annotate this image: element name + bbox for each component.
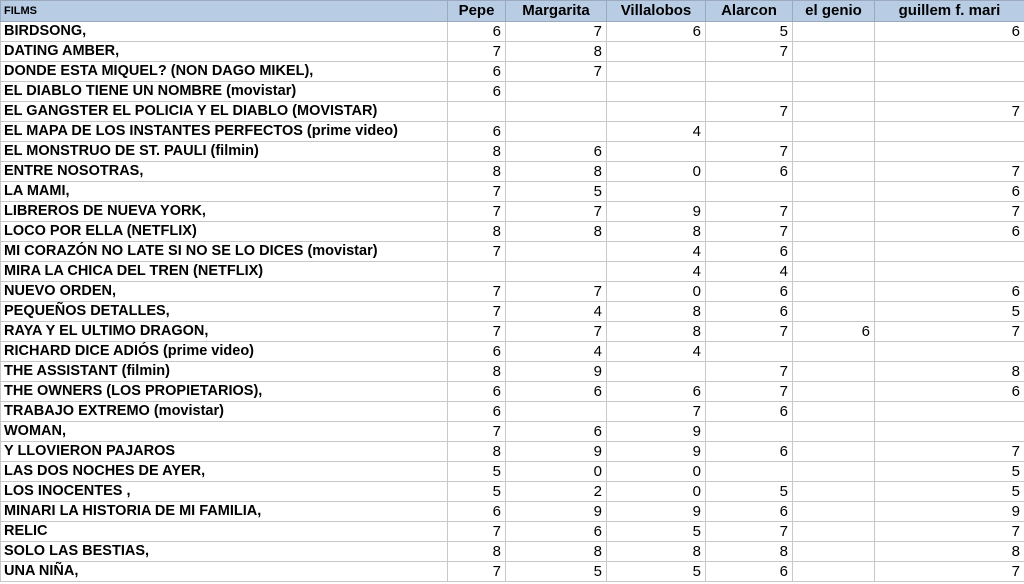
score-margarita-cell[interactable]: 7 bbox=[506, 282, 607, 302]
table-row bbox=[1, 62, 1024, 82]
score-villalobos-cell[interactable]: 7 bbox=[607, 402, 706, 422]
table-row bbox=[1, 562, 1024, 582]
score-villalobos-cell[interactable]: 4 bbox=[607, 242, 706, 262]
score-guillem-cell[interactable] bbox=[875, 422, 1024, 442]
score-guillem-cell[interactable]: 7 bbox=[875, 102, 1024, 122]
score-margarita-cell[interactable] bbox=[506, 242, 607, 262]
score-guillem-cell[interactable] bbox=[875, 342, 1024, 362]
score-margarita-cell[interactable]: 9 bbox=[506, 502, 607, 522]
score-margarita-cell[interactable]: 8 bbox=[506, 542, 607, 562]
score-margarita-cell[interactable]: 7 bbox=[506, 22, 607, 42]
score-guillem-cell[interactable] bbox=[875, 42, 1024, 62]
film-title-cell[interactable]: PEQUEÑOS DETALLES, bbox=[1, 302, 448, 322]
score-guillem-cell[interactable]: 5 bbox=[875, 462, 1024, 482]
table-row bbox=[1, 322, 1024, 342]
score-villalobos-cell[interactable] bbox=[607, 362, 706, 382]
score-el-genio-cell[interactable] bbox=[793, 442, 875, 462]
column-header-alarcon[interactable]: Alarcon bbox=[706, 1, 793, 22]
score-alarcon-cell[interactable] bbox=[706, 462, 793, 482]
table-row bbox=[1, 102, 1024, 122]
score-alarcon-cell[interactable]: 6 bbox=[706, 242, 793, 262]
score-margarita-cell[interactable]: 9 bbox=[506, 362, 607, 382]
film-title-cell[interactable]: ENTRE NOSOTRAS, bbox=[1, 162, 448, 182]
score-guillem-cell[interactable]: 6 bbox=[875, 282, 1024, 302]
score-el-genio-cell[interactable] bbox=[793, 422, 875, 442]
film-title-cell[interactable]: RELIC bbox=[1, 522, 448, 542]
score-pepe-cell[interactable]: 7 bbox=[448, 42, 506, 62]
score-el-genio-cell[interactable] bbox=[793, 362, 875, 382]
score-pepe-cell[interactable]: 7 bbox=[448, 242, 506, 262]
table-row bbox=[1, 382, 1024, 402]
table-row bbox=[1, 202, 1024, 222]
table-row bbox=[1, 42, 1024, 62]
table-row bbox=[1, 22, 1024, 42]
score-guillem-cell[interactable]: 7 bbox=[875, 442, 1024, 462]
table-row bbox=[1, 142, 1024, 162]
score-guillem-cell[interactable]: 5 bbox=[875, 302, 1024, 322]
score-guillem-cell[interactable]: 7 bbox=[875, 322, 1024, 342]
column-header-villalobos[interactable]: Villalobos bbox=[607, 1, 706, 22]
film-title-cell[interactable]: UNA NIÑA, bbox=[1, 562, 448, 582]
score-el-genio-cell[interactable] bbox=[793, 502, 875, 522]
score-guillem-cell[interactable]: 8 bbox=[875, 542, 1024, 562]
score-pepe-cell[interactable]: 6 bbox=[448, 342, 506, 362]
score-guillem-cell[interactable]: 6 bbox=[875, 382, 1024, 402]
score-villalobos-cell[interactable] bbox=[607, 82, 706, 102]
score-villalobos-cell[interactable]: 8 bbox=[607, 322, 706, 342]
score-villalobos-cell[interactable] bbox=[607, 182, 706, 202]
table-body bbox=[1, 22, 1024, 582]
score-el-genio-cell[interactable] bbox=[793, 202, 875, 222]
score-el-genio-cell[interactable] bbox=[793, 562, 875, 582]
table-row bbox=[1, 262, 1024, 282]
score-alarcon-cell[interactable]: 6 bbox=[706, 162, 793, 182]
score-guillem-cell[interactable] bbox=[875, 142, 1024, 162]
table-row bbox=[1, 222, 1024, 242]
score-el-genio-cell[interactable] bbox=[793, 522, 875, 542]
score-margarita-cell[interactable]: 5 bbox=[506, 182, 607, 202]
score-villalobos-cell[interactable]: 0 bbox=[607, 162, 706, 182]
score-villalobos-cell[interactable]: 0 bbox=[607, 462, 706, 482]
score-alarcon-cell[interactable]: 7 bbox=[706, 522, 793, 542]
score-alarcon-cell[interactable]: 6 bbox=[706, 402, 793, 422]
column-header-margarita[interactable]: Margarita bbox=[506, 1, 607, 22]
score-villalobos-cell[interactable]: 4 bbox=[607, 122, 706, 142]
score-villalobos-cell[interactable] bbox=[607, 42, 706, 62]
score-pepe-cell[interactable] bbox=[448, 102, 506, 122]
table-row bbox=[1, 482, 1024, 502]
table-row bbox=[1, 542, 1024, 562]
score-margarita-cell[interactable]: 8 bbox=[506, 162, 607, 182]
score-margarita-cell[interactable]: 7 bbox=[506, 62, 607, 82]
score-guillem-cell[interactable] bbox=[875, 82, 1024, 102]
table-row bbox=[1, 182, 1024, 202]
score-margarita-cell[interactable]: 7 bbox=[506, 202, 607, 222]
score-el-genio-cell[interactable] bbox=[793, 182, 875, 202]
score-margarita-cell[interactable]: 0 bbox=[506, 462, 607, 482]
score-pepe-cell[interactable]: 8 bbox=[448, 442, 506, 462]
score-guillem-cell[interactable]: 5 bbox=[875, 482, 1024, 502]
film-title-cell[interactable]: SOLO LAS BESTIAS, bbox=[1, 542, 448, 562]
score-margarita-cell[interactable] bbox=[506, 122, 607, 142]
score-pepe-cell[interactable]: 8 bbox=[448, 362, 506, 382]
score-margarita-cell[interactable]: 6 bbox=[506, 142, 607, 162]
score-el-genio-cell[interactable] bbox=[793, 22, 875, 42]
score-pepe-cell[interactable]: 7 bbox=[448, 202, 506, 222]
score-pepe-cell[interactable]: 6 bbox=[448, 22, 506, 42]
score-pepe-cell[interactable]: 6 bbox=[448, 62, 506, 82]
score-pepe-cell[interactable]: 6 bbox=[448, 402, 506, 422]
score-villalobos-cell[interactable]: 8 bbox=[607, 302, 706, 322]
score-guillem-cell[interactable] bbox=[875, 402, 1024, 422]
score-alarcon-cell[interactable]: 6 bbox=[706, 502, 793, 522]
score-pepe-cell[interactable]: 7 bbox=[448, 322, 506, 342]
score-villalobos-cell[interactable]: 4 bbox=[607, 342, 706, 362]
table-row bbox=[1, 82, 1024, 102]
score-alarcon-cell[interactable]: 7 bbox=[706, 142, 793, 162]
score-guillem-cell[interactable] bbox=[875, 242, 1024, 262]
score-el-genio-cell[interactable] bbox=[793, 222, 875, 242]
score-alarcon-cell[interactable]: 7 bbox=[706, 362, 793, 382]
score-guillem-cell[interactable]: 7 bbox=[875, 562, 1024, 582]
score-el-genio-cell[interactable] bbox=[793, 42, 875, 62]
header-row bbox=[1, 1, 1024, 22]
score-alarcon-cell[interactable]: 7 bbox=[706, 102, 793, 122]
score-el-genio-cell[interactable] bbox=[793, 242, 875, 262]
score-margarita-cell[interactable]: 7 bbox=[506, 322, 607, 342]
table-row bbox=[1, 422, 1024, 442]
score-pepe-cell[interactable]: 7 bbox=[448, 302, 506, 322]
score-el-genio-cell[interactable] bbox=[793, 462, 875, 482]
score-margarita-cell[interactable] bbox=[506, 82, 607, 102]
column-header-pepe[interactable]: Pepe bbox=[448, 1, 506, 22]
score-el-genio-cell[interactable] bbox=[793, 162, 875, 182]
score-alarcon-cell[interactable] bbox=[706, 82, 793, 102]
score-el-genio-cell[interactable] bbox=[793, 402, 875, 422]
score-alarcon-cell[interactable] bbox=[706, 422, 793, 442]
score-guillem-cell[interactable]: 6 bbox=[875, 222, 1024, 242]
score-guillem-cell[interactable] bbox=[875, 122, 1024, 142]
film-title-cell[interactable]: EL MAPA DE LOS INSTANTES PERFECTOS (prime video) bbox=[1, 122, 448, 142]
score-el-genio-cell[interactable] bbox=[793, 142, 875, 162]
film-title-cell[interactable]: THE OWNERS (LOS PROPIETARIOS), bbox=[1, 382, 448, 402]
score-villalobos-cell[interactable]: 0 bbox=[607, 482, 706, 502]
score-el-genio-cell[interactable] bbox=[793, 122, 875, 142]
table-row bbox=[1, 402, 1024, 422]
score-margarita-cell[interactable]: 5 bbox=[506, 562, 607, 582]
score-villalobos-cell[interactable]: 4 bbox=[607, 262, 706, 282]
score-alarcon-cell[interactable] bbox=[706, 62, 793, 82]
score-pepe-cell[interactable]: 7 bbox=[448, 182, 506, 202]
score-pepe-cell[interactable]: 6 bbox=[448, 82, 506, 102]
film-title-cell[interactable]: MI CORAZÓN NO LATE SI NO SE LO DICES (movistar) bbox=[1, 242, 448, 262]
film-title-cell[interactable]: EL GANGSTER EL POLICIA Y EL DIABLO (MOVISTAR) bbox=[1, 102, 448, 122]
score-pepe-cell[interactable] bbox=[448, 262, 506, 282]
score-pepe-cell[interactable]: 8 bbox=[448, 222, 506, 242]
score-el-genio-cell[interactable] bbox=[793, 82, 875, 102]
score-margarita-cell[interactable] bbox=[506, 262, 607, 282]
score-pepe-cell[interactable]: 6 bbox=[448, 502, 506, 522]
score-el-genio-cell[interactable] bbox=[793, 262, 875, 282]
score-villalobos-cell[interactable]: 0 bbox=[607, 282, 706, 302]
score-el-genio-cell[interactable] bbox=[793, 482, 875, 502]
table-row bbox=[1, 302, 1024, 322]
score-villalobos-cell[interactable]: 8 bbox=[607, 222, 706, 242]
score-margarita-cell[interactable]: 2 bbox=[506, 482, 607, 502]
score-guillem-cell[interactable]: 6 bbox=[875, 182, 1024, 202]
film-title-cell[interactable]: LAS DOS NOCHES DE AYER, bbox=[1, 462, 448, 482]
score-alarcon-cell[interactable]: 7 bbox=[706, 222, 793, 242]
score-pepe-cell[interactable]: 5 bbox=[448, 462, 506, 482]
score-alarcon-cell[interactable] bbox=[706, 122, 793, 142]
film-title-cell[interactable]: EL DIABLO TIENE UN NOMBRE (movistar) bbox=[1, 82, 448, 102]
table-row bbox=[1, 162, 1024, 182]
score-alarcon-cell[interactable] bbox=[706, 182, 793, 202]
score-margarita-cell[interactable]: 6 bbox=[506, 382, 607, 402]
score-villalobos-cell[interactable]: 6 bbox=[607, 22, 706, 42]
score-margarita-cell[interactable]: 8 bbox=[506, 42, 607, 62]
film-title-cell[interactable]: DONDE ESTA MIQUEL? (NON DAGO MIKEL), bbox=[1, 62, 448, 82]
score-guillem-cell[interactable]: 6 bbox=[875, 22, 1024, 42]
film-title-cell[interactable]: EL MONSTRUO DE ST. PAULI (filmin) bbox=[1, 142, 448, 162]
score-guillem-cell[interactable]: 9 bbox=[875, 502, 1024, 522]
score-el-genio-cell[interactable] bbox=[793, 542, 875, 562]
score-alarcon-cell[interactable]: 6 bbox=[706, 442, 793, 462]
score-alarcon-cell[interactable] bbox=[706, 342, 793, 362]
score-alarcon-cell[interactable]: 7 bbox=[706, 202, 793, 222]
score-pepe-cell[interactable]: 8 bbox=[448, 162, 506, 182]
table-row bbox=[1, 362, 1024, 382]
score-villalobos-cell[interactable]: 5 bbox=[607, 522, 706, 542]
column-header-el-genio[interactable]: el genio bbox=[793, 1, 875, 22]
score-margarita-cell[interactable]: 6 bbox=[506, 522, 607, 542]
score-alarcon-cell[interactable]: 6 bbox=[706, 282, 793, 302]
score-pepe-cell[interactable]: 7 bbox=[448, 282, 506, 302]
score-el-genio-cell[interactable] bbox=[793, 382, 875, 402]
film-title-cell[interactable]: BIRDSONG, bbox=[1, 22, 448, 42]
score-el-genio-cell[interactable] bbox=[793, 282, 875, 302]
score-guillem-cell[interactable] bbox=[875, 62, 1024, 82]
score-villalobos-cell[interactable]: 8 bbox=[607, 542, 706, 562]
score-villalobos-cell[interactable] bbox=[607, 142, 706, 162]
film-title-cell[interactable]: TRABAJO EXTREMO (movistar) bbox=[1, 402, 448, 422]
score-pepe-cell[interactable]: 6 bbox=[448, 122, 506, 142]
score-margarita-cell[interactable]: 6 bbox=[506, 422, 607, 442]
film-title-cell[interactable]: LOS INOCENTES , bbox=[1, 482, 448, 502]
film-title-cell[interactable]: WOMAN, bbox=[1, 422, 448, 442]
score-guillem-cell[interactable]: 7 bbox=[875, 162, 1024, 182]
score-guillem-cell[interactable]: 7 bbox=[875, 522, 1024, 542]
score-pepe-cell[interactable]: 7 bbox=[448, 422, 506, 442]
score-margarita-cell[interactable]: 8 bbox=[506, 222, 607, 242]
score-alarcon-cell[interactable]: 7 bbox=[706, 322, 793, 342]
score-margarita-cell[interactable]: 9 bbox=[506, 442, 607, 462]
score-villalobos-cell[interactable]: 9 bbox=[607, 422, 706, 442]
score-margarita-cell[interactable] bbox=[506, 402, 607, 422]
score-pepe-cell[interactable]: 7 bbox=[448, 562, 506, 582]
score-pepe-cell[interactable]: 8 bbox=[448, 542, 506, 562]
score-villalobos-cell[interactable]: 9 bbox=[607, 502, 706, 522]
film-title-cell[interactable]: DATING AMBER, bbox=[1, 42, 448, 62]
column-header-films[interactable]: FILMS bbox=[1, 1, 448, 22]
score-pepe-cell[interactable]: 7 bbox=[448, 522, 506, 542]
score-alarcon-cell[interactable]: 8 bbox=[706, 542, 793, 562]
score-alarcon-cell[interactable]: 6 bbox=[706, 562, 793, 582]
table-row bbox=[1, 122, 1024, 142]
score-pepe-cell[interactable]: 6 bbox=[448, 382, 506, 402]
score-villalobos-cell[interactable]: 9 bbox=[607, 442, 706, 462]
score-guillem-cell[interactable]: 8 bbox=[875, 362, 1024, 382]
film-title-cell[interactable]: MIRA LA CHICA DEL TREN (NETFLIX) bbox=[1, 262, 448, 282]
score-alarcon-cell[interactable]: 5 bbox=[706, 482, 793, 502]
column-header-guillem[interactable]: guillem f. mari bbox=[875, 1, 1024, 22]
score-alarcon-cell[interactable]: 5 bbox=[706, 22, 793, 42]
film-title-cell[interactable]: NUEVO ORDEN, bbox=[1, 282, 448, 302]
score-el-genio-cell[interactable]: 6 bbox=[793, 322, 875, 342]
film-title-cell[interactable]: THE ASSISTANT (filmin) bbox=[1, 362, 448, 382]
score-el-genio-cell[interactable] bbox=[793, 62, 875, 82]
score-guillem-cell[interactable] bbox=[875, 262, 1024, 282]
score-villalobos-cell[interactable]: 6 bbox=[607, 382, 706, 402]
score-margarita-cell[interactable]: 4 bbox=[506, 302, 607, 322]
table-row bbox=[1, 462, 1024, 482]
table-row bbox=[1, 502, 1024, 522]
score-pepe-cell[interactable]: 5 bbox=[448, 482, 506, 502]
table-row bbox=[1, 522, 1024, 542]
score-pepe-cell[interactable]: 8 bbox=[448, 142, 506, 162]
film-title-cell[interactable]: LA MAMI, bbox=[1, 182, 448, 202]
film-title-cell[interactable]: Y LLOVIERON PAJAROS bbox=[1, 442, 448, 462]
table-row bbox=[1, 342, 1024, 362]
table-row bbox=[1, 242, 1024, 262]
score-villalobos-cell[interactable]: 5 bbox=[607, 562, 706, 582]
score-el-genio-cell[interactable] bbox=[793, 342, 875, 362]
score-villalobos-cell[interactable]: 9 bbox=[607, 202, 706, 222]
film-title-cell[interactable]: LOCO POR ELLA (NETFLIX) bbox=[1, 222, 448, 242]
film-title-cell[interactable]: MINARI LA HISTORIA DE MI FAMILIA, bbox=[1, 502, 448, 522]
score-villalobos-cell[interactable] bbox=[607, 102, 706, 122]
score-alarcon-cell[interactable]: 7 bbox=[706, 382, 793, 402]
table-row bbox=[1, 442, 1024, 462]
score-el-genio-cell[interactable] bbox=[793, 102, 875, 122]
score-villalobos-cell[interactable] bbox=[607, 62, 706, 82]
score-alarcon-cell[interactable]: 7 bbox=[706, 42, 793, 62]
score-alarcon-cell[interactable]: 4 bbox=[706, 262, 793, 282]
film-title-cell[interactable]: RICHARD DICE ADIÓS (prime video) bbox=[1, 342, 448, 362]
score-margarita-cell[interactable]: 4 bbox=[506, 342, 607, 362]
film-title-cell[interactable]: RAYA Y EL ULTIMO DRAGON, bbox=[1, 322, 448, 342]
score-margarita-cell[interactable] bbox=[506, 102, 607, 122]
table-row bbox=[1, 282, 1024, 302]
score-alarcon-cell[interactable]: 6 bbox=[706, 302, 793, 322]
film-title-cell[interactable]: LIBREROS DE NUEVA YORK, bbox=[1, 202, 448, 222]
score-el-genio-cell[interactable] bbox=[793, 302, 875, 322]
score-guillem-cell[interactable]: 7 bbox=[875, 202, 1024, 222]
